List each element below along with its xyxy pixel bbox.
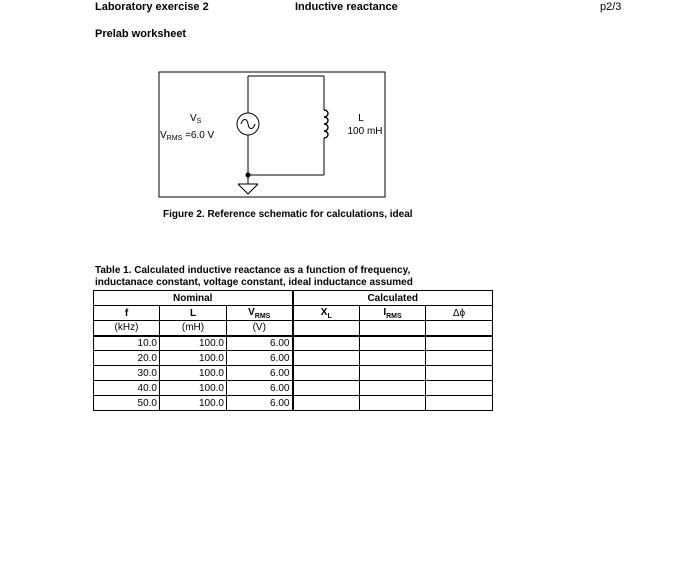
reactance-table	[93, 290, 493, 411]
inductor-label: L	[358, 113, 364, 124]
irms-cell[interactable]	[360, 351, 426, 366]
table-caption-line-1: Table 1. Calculated inductive reactance as a function of frequency,	[95, 265, 411, 276]
group-calculated: Calculated	[293, 291, 493, 306]
table-caption	[95, 265, 495, 289]
col-header-l: L	[160, 306, 227, 321]
ac-source-icon	[237, 113, 259, 135]
page-title: Laboratory exercise 2	[95, 1, 209, 13]
col-header-irms: $I_{RMS}$	[360, 306, 426, 321]
table-row: 10.0 100.0 6.00	[94, 336, 493, 351]
unit-l: (mH)	[160, 321, 227, 336]
dphi-cell[interactable]	[426, 336, 493, 351]
dphi-cell[interactable]	[426, 366, 493, 381]
dphi-cell[interactable]	[426, 396, 493, 411]
xl-cell[interactable]	[293, 366, 360, 381]
col-header-dphi: Δϕ	[426, 306, 493, 321]
source-label: $V_S$	[190, 113, 202, 125]
dphi-cell[interactable]	[426, 381, 493, 396]
col-header-f: f	[94, 306, 160, 321]
page-number: p2/3	[600, 1, 622, 13]
circuit-schematic	[0, 0, 700, 260]
inductor-coil-icon	[319, 110, 329, 138]
irms-cell[interactable]	[360, 366, 426, 381]
xl-cell[interactable]	[293, 381, 360, 396]
table-row: 20.0 100.0 6.00	[94, 351, 493, 366]
irms-cell[interactable]	[360, 396, 426, 411]
xl-cell[interactable]	[293, 336, 360, 351]
dphi-cell[interactable]	[426, 351, 493, 366]
ground-icon	[238, 184, 258, 194]
table-row: 50.0 100.0 6.00	[94, 396, 493, 411]
figure-caption: Figure 2. Reference schematic for calculations, ideal	[163, 209, 413, 220]
xl-cell[interactable]	[293, 351, 360, 366]
group-nominal: Nominal	[94, 291, 293, 306]
vrms-label: $V_{RMS} =6.0$ V	[160, 130, 215, 142]
unit-f: (kHz)	[94, 321, 160, 336]
table-caption-line-2: inductanace constant, voltage constant, ideal inductance assumed	[95, 277, 413, 288]
xl-cell[interactable]	[293, 396, 360, 411]
inductor-value: 100 mH	[347, 126, 383, 137]
worksheet-subtitle: Prelab worksheet	[95, 28, 187, 40]
irms-cell[interactable]	[360, 336, 426, 351]
col-header-vrms: $V_{RMS}$	[227, 306, 293, 321]
table-row: 40.0 100.0 6.00	[94, 381, 493, 396]
irms-cell[interactable]	[360, 381, 426, 396]
col-header-xl: $X_L$	[293, 306, 360, 321]
exercise-name: Inductive reactance	[295, 1, 398, 13]
unit-vrms: (V)	[227, 321, 293, 336]
table-row: 30.0 100.0 6.00	[94, 366, 493, 381]
